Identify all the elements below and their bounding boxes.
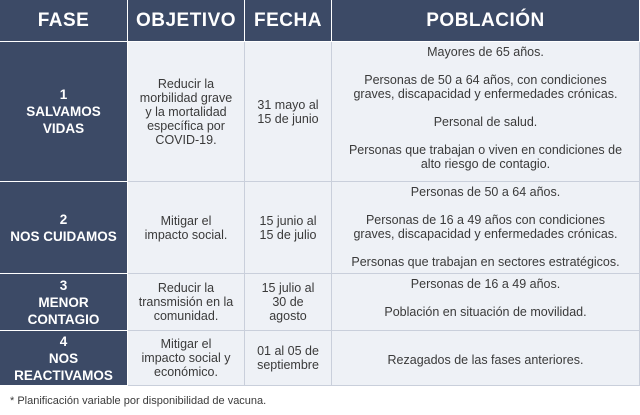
date-cell	[245, 182, 332, 274]
objective-text: económico.	[154, 365, 218, 379]
phase-name: NOS CUIDAMOS	[10, 228, 117, 244]
population-text: Personas de 50 a 64 años.	[410, 185, 561, 199]
date-cell	[245, 42, 332, 182]
phase-number: 2	[59, 211, 68, 227]
population-cell	[332, 331, 640, 386]
objective-cell	[128, 331, 245, 386]
date-text: 15 junio al	[259, 213, 317, 228]
date-cell	[245, 331, 332, 386]
population-text: graves, discapacidad y enfermedades crónicas.	[353, 227, 618, 241]
phase-name: SALVAMOS	[26, 104, 101, 119]
objective-text: Reducir la	[157, 281, 215, 295]
objective-cell	[128, 182, 245, 274]
date-text: agosto	[269, 309, 307, 323]
objective-cell	[128, 42, 245, 182]
date-text: 30 de	[272, 295, 304, 309]
phase-cell	[0, 182, 128, 274]
phase-name: VIDAS	[42, 121, 85, 136]
phase-number: 4	[59, 333, 68, 349]
objective-text: Reducir la	[157, 76, 215, 91]
header-objetivo: OBJETIVO	[128, 0, 245, 42]
date-text: 15 julio al	[261, 281, 315, 295]
date-text: 31 mayo al	[257, 97, 319, 112]
population-text: Personas que trabajan en sectores estratégicos.	[351, 255, 620, 269]
phase-name: NOS	[48, 350, 79, 366]
header-poblacion: POBLACIÓN	[332, 0, 640, 42]
phase-cell	[0, 274, 128, 331]
header-fase: FASE	[0, 0, 128, 42]
population-text: Personal de salud.	[433, 115, 538, 129]
population-text: Mayores de 65 años.	[427, 45, 544, 59]
objective-text: Mitigar el	[160, 213, 212, 228]
population-text: Rezagados de las fases anteriores.	[387, 352, 584, 367]
objective-text: morbilidad grave	[139, 90, 233, 105]
phase-number: 3	[59, 277, 68, 293]
header-fecha: FECHA	[245, 0, 332, 42]
phase-name: MENOR	[38, 294, 89, 310]
date-text: 15 de julio	[259, 227, 317, 242]
footnote: * Planificación variable por disponibilidad de vacuna.	[10, 395, 267, 407]
population-text: Personas de 16 a 49 años con condiciones	[365, 213, 606, 227]
population-text: Población en situación de movilidad.	[384, 305, 587, 319]
objective-text: impacto social.	[144, 227, 228, 242]
objective-text: COVID-19.	[155, 132, 217, 147]
population-text: Personas de 50 a 64 años, con condiciones	[364, 73, 607, 87]
date-cell	[245, 274, 332, 331]
population-text: graves, discapacidad y enfermedades crónicas.	[353, 87, 618, 101]
population-cell	[332, 274, 640, 331]
date-text: 15 de junio	[257, 111, 319, 126]
objective-text: impacto social y	[141, 351, 231, 365]
objective-text: Mitigar el	[160, 337, 212, 351]
objective-cell	[128, 274, 245, 331]
date-text: 01 al 05 de	[257, 344, 319, 358]
phase-name: CONTAGIO	[27, 311, 100, 327]
population-text: Personas de 16 a 49 años.	[410, 277, 561, 291]
objective-text: específica por	[147, 118, 225, 133]
phase-number: 1	[59, 87, 68, 102]
objective-text: transmisión en la	[138, 295, 234, 309]
objective-text: y la mortalidad	[145, 104, 227, 119]
phase-name: REACTIVAMOS	[14, 367, 113, 383]
population-cell	[332, 182, 640, 274]
objective-text: comunidad.	[153, 309, 219, 323]
phase-cell	[0, 42, 128, 182]
population-text: alto riesgo de contagio.	[420, 157, 551, 171]
phase-cell	[0, 331, 128, 386]
population-cell	[332, 42, 640, 182]
date-text: septiembre	[257, 358, 319, 372]
population-text: Personas que trabajan o viven en condiciones de	[348, 143, 623, 157]
